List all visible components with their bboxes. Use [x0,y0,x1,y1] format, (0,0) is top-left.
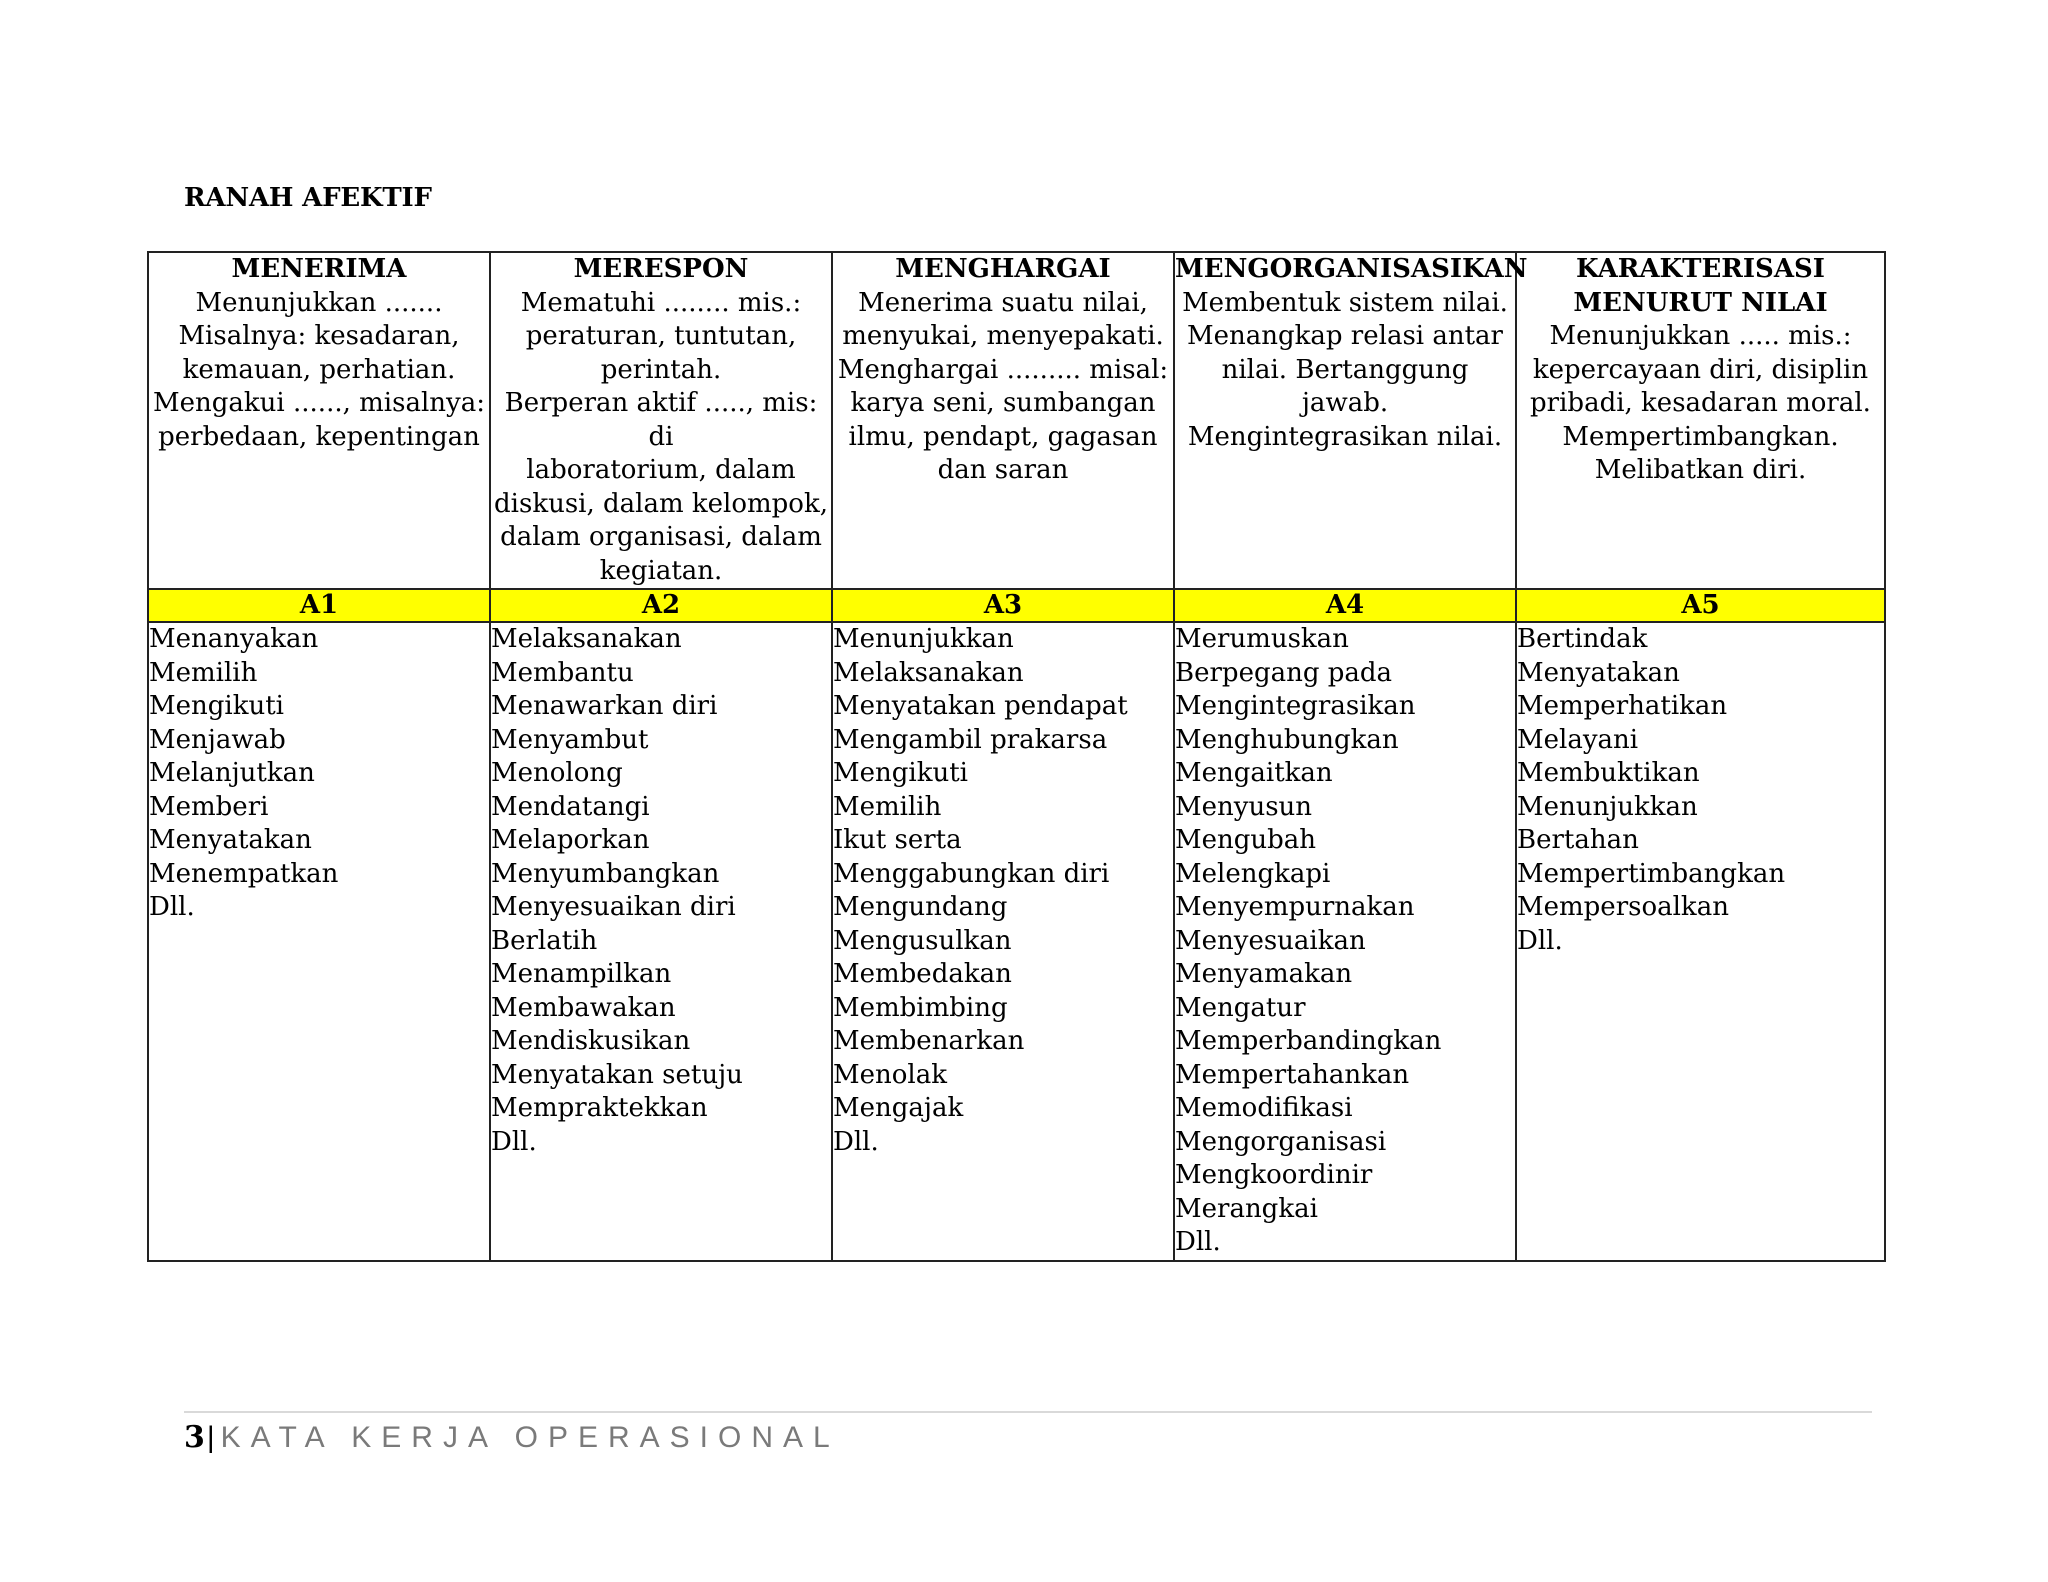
verb-cell-a5 [1516,622,1885,1261]
verb-item: Membimbing [833,992,1008,1023]
verb-item: Memperbandingkan [1175,1026,1442,1056]
verb-item: Memilih [833,791,942,822]
verb-item: Menawarkan diri [491,691,718,721]
verb-item: Membawakan [491,992,676,1023]
verb-item: Ikut serta [833,825,962,855]
verb-item: Mengikuti [149,691,284,721]
verb-row [148,622,1885,1261]
category-header-row [148,252,1885,589]
verb-item: Menampilkan [491,959,672,989]
verb-item: Membantu [491,657,634,688]
verb-item: Melaksanakan [491,624,682,654]
category-heading: MENGORGANISASIKAN [1175,254,1528,284]
verb-item: Mempertimbangkan [1517,858,1786,889]
page-footer [184,1418,840,1458]
verb-item: Menyamakan [1175,959,1353,989]
code-cell-a2: A2 [490,589,832,622]
verb-item: Mengaitkan [1175,758,1333,788]
verb-item: Membuktikan [1517,758,1700,788]
verb-item: Melayani [1517,724,1639,755]
verb-item: Mengorganisasi [1175,1126,1387,1157]
verb-item: Mengintegrasikan [1175,691,1416,721]
verb-item: Menyatakan [1517,657,1680,688]
verb-item: Menyambut [491,724,649,755]
verb-item: Melaksanakan [833,657,1024,688]
code-cell-a5: A5 [1516,589,1885,622]
category-description: Menunjukkan ....... Misalnya: kesadaran, kemauan, perhatian. Mengakui ......, misalnya: perbedaan, kepentingan [153,287,485,452]
verb-cell-a3 [832,622,1174,1261]
verb-item: Merangkai [1175,1193,1318,1224]
verb-item: Mendiskusikan [491,1026,691,1056]
verb-item: Bertahan [1517,825,1639,855]
verb-item: Menyatakan pendapat [833,691,1128,721]
verb-item: Bertindak [1517,624,1648,654]
verb-item: Menunjukkan [833,624,1014,654]
verb-item: Menyusun [1175,791,1313,822]
verb-item: Berlatih [491,925,598,956]
verb-item: Menghubungkan [1175,724,1399,755]
category-cell-merespon [490,252,832,589]
verb-item: Menyesuaikan diri [491,892,736,922]
verb-item: Menyatakan [149,825,312,855]
category-heading: MENGHARGAI [895,254,1111,284]
category-description: Menunjukkan ..... mis.: kepercayaan diri, disiplin pribadi, kesadaran moral. Mempertimbangkan. Melibatkan diri. [1530,321,1871,485]
verb-item: Menolong [491,758,623,788]
verb-item: Berpegang pada [1175,657,1393,688]
verb-item: Menunjukkan [1517,791,1698,822]
verb-item: Memberi [149,791,269,822]
category-description: Mematuhi ........ mis.: peraturan, tuntutan, perintah. Berperan aktif ....., mis: di laboratorium, dalam diskusi, dalam kelompok, dalam organisasi, dalam kegiatan. [494,287,828,586]
verb-item: Menyesuaikan [1175,925,1366,956]
footer-title: KATA KERJA OPERASIONAL [220,1421,840,1454]
verb-item: Mempertahankan [1175,1059,1410,1090]
verb-item: Dll. [833,1126,879,1157]
verb-item: Dll. [1175,1227,1221,1257]
verb-list [1175,623,1515,1260]
category-heading: KARAKTERISASI MENURUT NILAI [1573,254,1828,318]
category-heading: MENERIMA [231,254,407,284]
category-description: Menerima suatu nilai, menyukai, menyepakati. Menghargai ......... misal: karya seni, sumbangan ilmu, pendapt, gagasan dan saran [837,287,1169,485]
code-cell-a1: A1 [148,589,490,622]
category-cell-menghargai [832,252,1174,589]
verb-item: Mengkoordinir [1175,1160,1373,1190]
verb-item: Dll. [1517,925,1563,956]
verb-item: Membedakan [833,959,1012,989]
verb-item: Menanyakan [149,624,319,654]
verb-item: Mengatur [1175,992,1306,1023]
verb-item: Dll. [149,892,195,922]
verb-item: Melaporkan [491,825,650,855]
verb-item: Memilih [149,657,258,688]
category-cell-mengorganisasikan [1174,252,1528,589]
verb-item: Memodifikasi [1175,1093,1353,1123]
verb-item: Dll. [491,1126,537,1157]
verb-item: Mendatangi [491,791,650,822]
code-cell-a4: A4 [1174,589,1516,622]
verb-item: Mengundang [833,892,1008,922]
category-heading: MERESPON [573,254,749,284]
verb-item: Mempersoalkan [1517,892,1729,922]
document-title: RANAH AFEKTIF [184,183,432,213]
verb-item: Memperhatikan [1517,691,1728,721]
verb-item: Melanjutkan [149,758,315,788]
verb-list [833,623,1173,1159]
code-cell-a3: A3 [832,589,1174,622]
verb-item: Menempatkan [149,858,339,889]
verb-cell-a2 [490,622,832,1261]
code-row [148,589,1885,622]
verb-list [149,623,489,925]
verb-item: Menyumbangkan [491,858,720,889]
page-number: 3 [184,1420,205,1455]
footer-separator: | [206,1421,215,1454]
verb-list [1517,623,1884,958]
verb-item: Mempraktekkan [491,1093,708,1123]
verb-cell-a1 [148,622,490,1261]
category-cell-karakterisasi [1516,252,1885,589]
verb-item: Melengkapi [1175,858,1331,889]
category-description: Membentuk sistem nilai. Menangkap relasi antar nilai. Bertanggung jawab. Mengintegrasikan nilai. [1182,287,1508,452]
affective-domain-table [147,251,1886,1262]
verb-item: Mengusulkan [833,925,1012,956]
verb-item: Mengubah [1175,825,1317,855]
verb-item: Menyatakan setuju [491,1059,743,1090]
verb-item: Mengikuti [833,758,968,788]
verb-item: Merumuskan [1175,624,1349,654]
verb-item: Mengambil prakarsa [833,724,1108,755]
verb-item: Menjawab [149,724,286,755]
verb-item: Mengajak [833,1093,964,1123]
category-cell-menerima [148,252,490,589]
verb-item: Menolak [833,1059,947,1090]
verb-cell-a4 [1174,622,1516,1261]
verb-item: Menyempurnakan [1175,892,1415,922]
verb-list [491,623,831,1159]
verb-item: Membenarkan [833,1026,1025,1056]
footer-divider [184,1411,1872,1413]
verb-item: Menggabungkan diri [833,858,1110,889]
